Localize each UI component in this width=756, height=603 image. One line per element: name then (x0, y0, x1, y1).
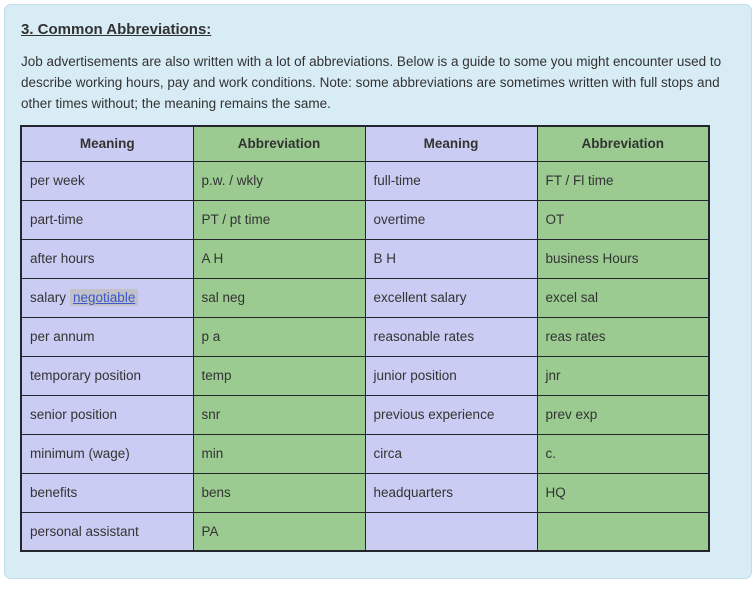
abbreviation-cell: jnr (537, 356, 709, 395)
abbreviation-cell: p a (193, 317, 365, 356)
meaning-cell: reasonable rates (365, 317, 537, 356)
meaning-cell: after hours (21, 239, 193, 278)
meaning-cell: B H (365, 239, 537, 278)
meaning-cell: per week (21, 161, 193, 200)
table-row (21, 200, 709, 239)
meaning-cell: part-time (21, 200, 193, 239)
table-row (21, 239, 709, 278)
table-row (21, 512, 709, 551)
table-row (21, 473, 709, 512)
column-header-meaning-2: Meaning (365, 126, 537, 161)
meaning-cell: temporary position (21, 356, 193, 395)
meaning-cell: junior position (365, 356, 537, 395)
section-title: 3. Common Abbreviations: (21, 21, 212, 38)
meaning-cell (365, 512, 537, 551)
meaning-cell: full-time (365, 161, 537, 200)
meaning-cell: headquarters (365, 473, 537, 512)
column-header-meaning-1: Meaning (21, 126, 193, 161)
meaning-cell-salary-negotiable (21, 278, 193, 317)
meaning-cell: overtime (365, 200, 537, 239)
table-row (21, 161, 709, 200)
meaning-cell: excellent salary (365, 278, 537, 317)
abbreviation-cell: HQ (537, 473, 709, 512)
abbreviation-cell: temp (193, 356, 365, 395)
abbreviation-cell: p.w. / wkly (193, 161, 365, 200)
abbreviation-cell: business Hours (537, 239, 709, 278)
meaning-cell: circa (365, 434, 537, 473)
abbreviation-cell: prev exp (537, 395, 709, 434)
salary-label: salary (30, 290, 67, 305)
meaning-cell: benefits (21, 473, 193, 512)
table-row (21, 317, 709, 356)
abbreviation-cell: excel sal (537, 278, 709, 317)
table-row (21, 434, 709, 473)
content-panel (4, 4, 752, 579)
meaning-cell: senior position (21, 395, 193, 434)
abbreviation-cell: PA (193, 512, 365, 551)
abbreviations-table (20, 125, 710, 552)
meaning-cell: minimum (wage) (21, 434, 193, 473)
abbreviation-cell: reas rates (537, 317, 709, 356)
column-header-abbreviation-2: Abbreviation (537, 126, 709, 161)
table-row (21, 395, 709, 434)
abbreviation-cell (537, 512, 709, 551)
column-header-abbreviation-1: Abbreviation (193, 126, 365, 161)
abbreviation-cell: c. (537, 434, 709, 473)
table-row (21, 278, 709, 317)
table-header-row (21, 126, 709, 161)
meaning-cell: per annum (21, 317, 193, 356)
abbreviation-cell: min (193, 434, 365, 473)
abbreviation-cell: snr (193, 395, 365, 434)
abbreviation-cell: A H (193, 239, 365, 278)
intro-paragraph: Job advertisements are also written with a lot of abbreviations. Below is a guide to some you might encounter used to describe working hours, pay and work conditions. Note: some abbreviations are sometimes written with full stops and other times without; the meaning remains the same. (21, 54, 722, 111)
abbreviation-cell: FT / Fl time (537, 161, 709, 200)
table-row (21, 356, 709, 395)
meaning-cell: previous experience (365, 395, 537, 434)
abbreviation-cell: OT (537, 200, 709, 239)
abbreviation-cell: bens (193, 473, 365, 512)
meaning-cell: personal assistant (21, 512, 193, 551)
negotiable-link[interactable]: negotiable (70, 289, 138, 306)
abbreviation-cell: PT / pt time (193, 200, 365, 239)
abbreviation-cell: sal neg (193, 278, 365, 317)
